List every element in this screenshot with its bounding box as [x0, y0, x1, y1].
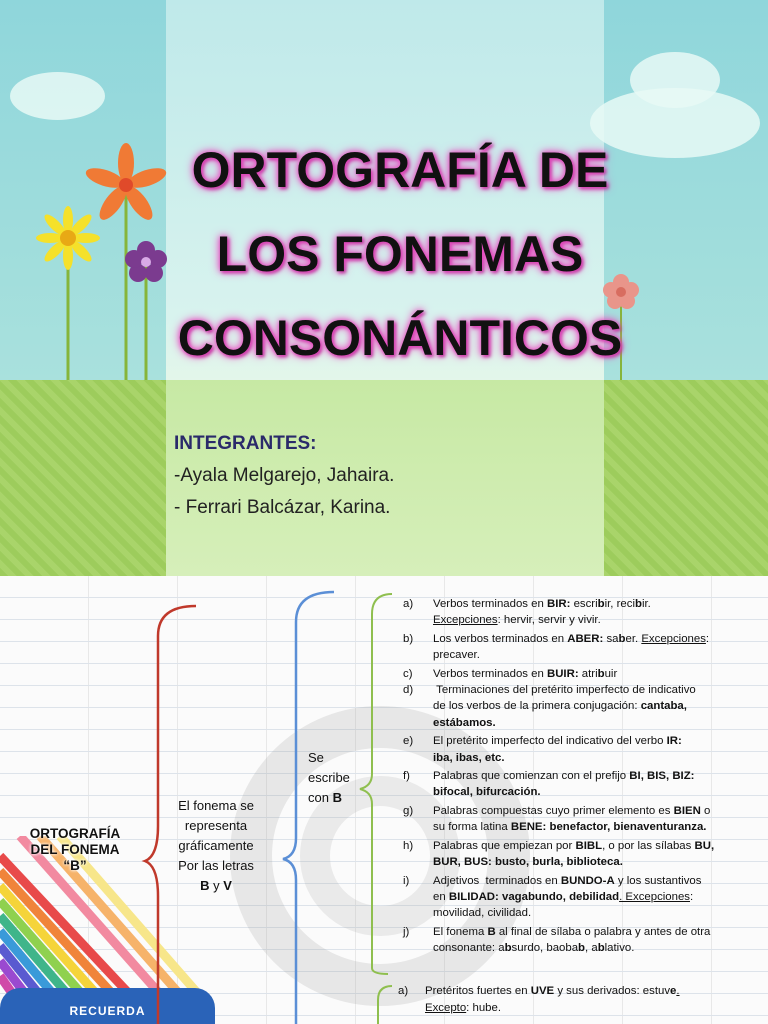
rule-item: c) Verbos terminados en BUIR: atribuir	[403, 667, 618, 680]
sunflower-icon	[36, 206, 100, 270]
letter-v: V	[223, 878, 232, 893]
rule-item: i) Adjetivos terminados en BUNDO-A y los sustantivos en BILIDAD: vagabundo, debilidad. Excepciones: movilidad, civilidad.	[403, 874, 702, 920]
blue-brace	[283, 592, 334, 1024]
rule-item: e) El pretérito imperfecto del indicativo del verbo IR: iba, ibas, etc.	[403, 735, 682, 764]
fonema-line: gráficamente	[178, 838, 254, 853]
rule-item: a) Verbos terminados en BIR: escribir, recibir. Excepciones: hervir, servir y vivir.	[403, 598, 651, 627]
recuerda-label: RECUERDA	[69, 1004, 146, 1018]
title-line: CONSONÁNTICOS	[177, 310, 623, 366]
fonema-line: Por las letras	[178, 858, 254, 873]
slide-title	[120, 128, 680, 380]
letter-y: y	[213, 878, 220, 893]
rule-item: d) Terminaciones del pretérito imperfecto de indicativo de los verbos de la primera conjugación: cantaba, estábamos.	[403, 684, 696, 729]
rule-item: f) Palabras que comienzan con el prefijo BI, BIS, BIZ: bifocal, bifurcación.	[403, 770, 695, 799]
rules-list	[400, 596, 764, 957]
rule-item: g) Palabras compuestas cuyo primer elemento es BIEN o su forma latina BENE: benefactor, bienaventuranza.	[403, 804, 711, 834]
topic-line: “B”	[63, 858, 87, 873]
fonema-letters	[160, 876, 272, 896]
cloud-icon	[630, 52, 720, 108]
fonema-description	[160, 796, 272, 896]
rule-item: h) Palabras que empiezan por BIBL, o por las sílabas BU, BUR, BUS: busto, burla, biblioteca.	[403, 839, 715, 869]
rule-item: j) El fonema B al final de sílaba o palabra y antes de otra consonante: absurdo, baobab, ablativo.	[403, 925, 711, 955]
se-line: con B	[308, 790, 342, 805]
member-name: -Ayala Melgarejo, Jahaira.	[174, 465, 395, 486]
se-escribe-label	[308, 748, 358, 808]
rule-item-v: a) Pretéritos fuertes en UVE y sus derivados: estuve. Excepto: hube.	[398, 985, 680, 1014]
topic-line: ORTOGRAFÍA	[29, 826, 121, 841]
rule-item: b) Los verbos terminados en ABER: saber. Excepciones: precaver.	[403, 632, 710, 662]
member-name: - Ferrari Balcázar, Karina.	[174, 497, 391, 518]
fonema-line: El fonema se	[178, 798, 254, 813]
integrantes-block	[174, 428, 394, 524]
green-brace-2	[378, 986, 392, 1024]
title-line: ORTOGRAFÍA DE	[191, 142, 609, 198]
integrantes-label: INTEGRANTES:	[174, 433, 317, 454]
letter-b: B	[200, 878, 210, 893]
topic-line: DEL FONEMA	[30, 842, 120, 857]
content-slide	[0, 576, 768, 1024]
green-brace	[360, 594, 392, 974]
title-line: LOS FONEMAS	[216, 226, 584, 282]
fonema-line: representa	[184, 818, 248, 833]
se-line: escribe	[308, 770, 350, 785]
se-line: Se	[308, 750, 324, 765]
topic-label	[10, 826, 140, 874]
cloud-icon	[10, 72, 105, 120]
